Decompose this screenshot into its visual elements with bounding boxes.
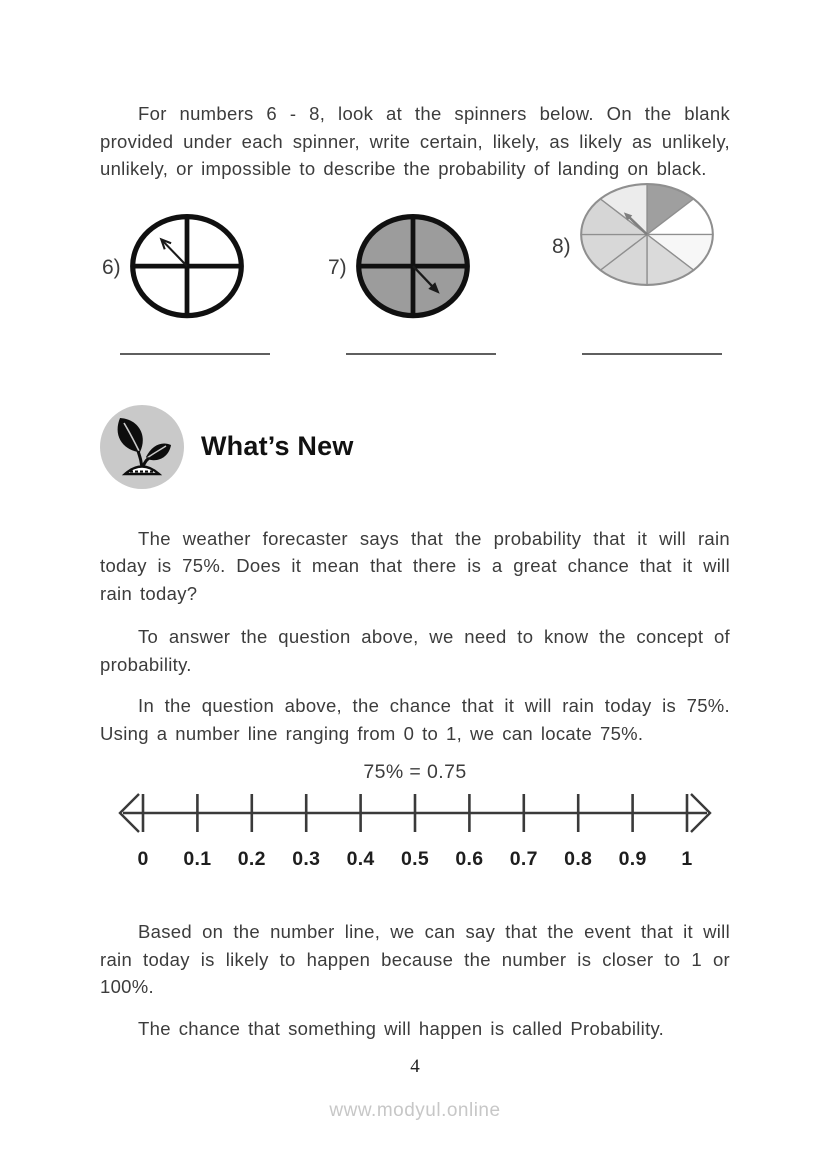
- tick-label: 0.7: [509, 848, 538, 870]
- paragraph-based-on-number-line: Based on the number line, we can say that the event that it will rain today is likely to happen because the number is closer to 1 or 100%.: [100, 921, 730, 997]
- tick-label: 0.4: [346, 848, 375, 870]
- seedling-icon: [100, 405, 184, 489]
- tick-label: 0.3: [292, 848, 321, 870]
- spinner-number-label: 8): [552, 235, 571, 258]
- tick-label: 0.5: [400, 848, 430, 870]
- paragraph-weather-forecaster: The weather forecaster says that the probability that it will rain today is 75%. Does it mean that there is a great chance that it will rain today?: [100, 527, 730, 604]
- website-footer: www.modyul.online: [329, 1100, 501, 1121]
- spinner-8-eight-sectors-icon: [577, 181, 717, 288]
- spinner-exercise-row: [100, 187, 730, 359]
- whats-new-header: [100, 405, 730, 489]
- spinner-item-7: [328, 187, 514, 359]
- answer-blank-6: [120, 353, 270, 355]
- spinner-number-label: 6): [102, 255, 121, 279]
- paragraph-locate-75: In the question above, the chance that it will rain today is 75%. Using a number line ranging from 0 to 1, we can locate 75%.: [100, 695, 730, 744]
- tick-label: 0.6: [455, 848, 484, 870]
- paragraph-probability-definition: The chance that something will happen is called Probability.: [138, 1017, 665, 1039]
- spinner-figure: [328, 211, 514, 325]
- tick-label: 0.8: [564, 848, 593, 870]
- spinner-item-6: [102, 187, 288, 359]
- spinner-7-gray-quarters-icon: [353, 211, 473, 325]
- answer-blank-7: [346, 353, 496, 355]
- tick-label: 0: [137, 848, 149, 870]
- page-number: 4: [410, 1056, 420, 1077]
- spinner-figure: [552, 207, 752, 288]
- spinner-item-8: [552, 187, 752, 359]
- instructions-paragraph: For numbers 6 - 8, look at the spinners below. On the blank provided under each spinner, write certain, likely, as likely as unlikely, unlikely, or impossible to describe the probability of landing on black.: [100, 103, 730, 179]
- number-line-caption: 75% = 0.75: [363, 761, 467, 783]
- number-line-figure: [115, 761, 715, 876]
- answer-blank-8: [582, 353, 722, 355]
- spinner-number-label: 7): [328, 255, 347, 279]
- tick-label: 0.2: [237, 848, 266, 870]
- paragraph-answer-question: To answer the question above, we need to know the concept of probability.: [100, 626, 730, 675]
- tick-label: 1: [681, 848, 693, 870]
- section-title: What’s New: [201, 431, 354, 461]
- tick-label: 0.1: [183, 848, 212, 870]
- tick-label: 0.9: [618, 848, 647, 870]
- spinner-6-white-quarters-icon: [127, 211, 247, 325]
- number-line-labels: [115, 846, 715, 876]
- spinner-figure: [102, 211, 288, 325]
- number-line-graphic: [115, 787, 715, 839]
